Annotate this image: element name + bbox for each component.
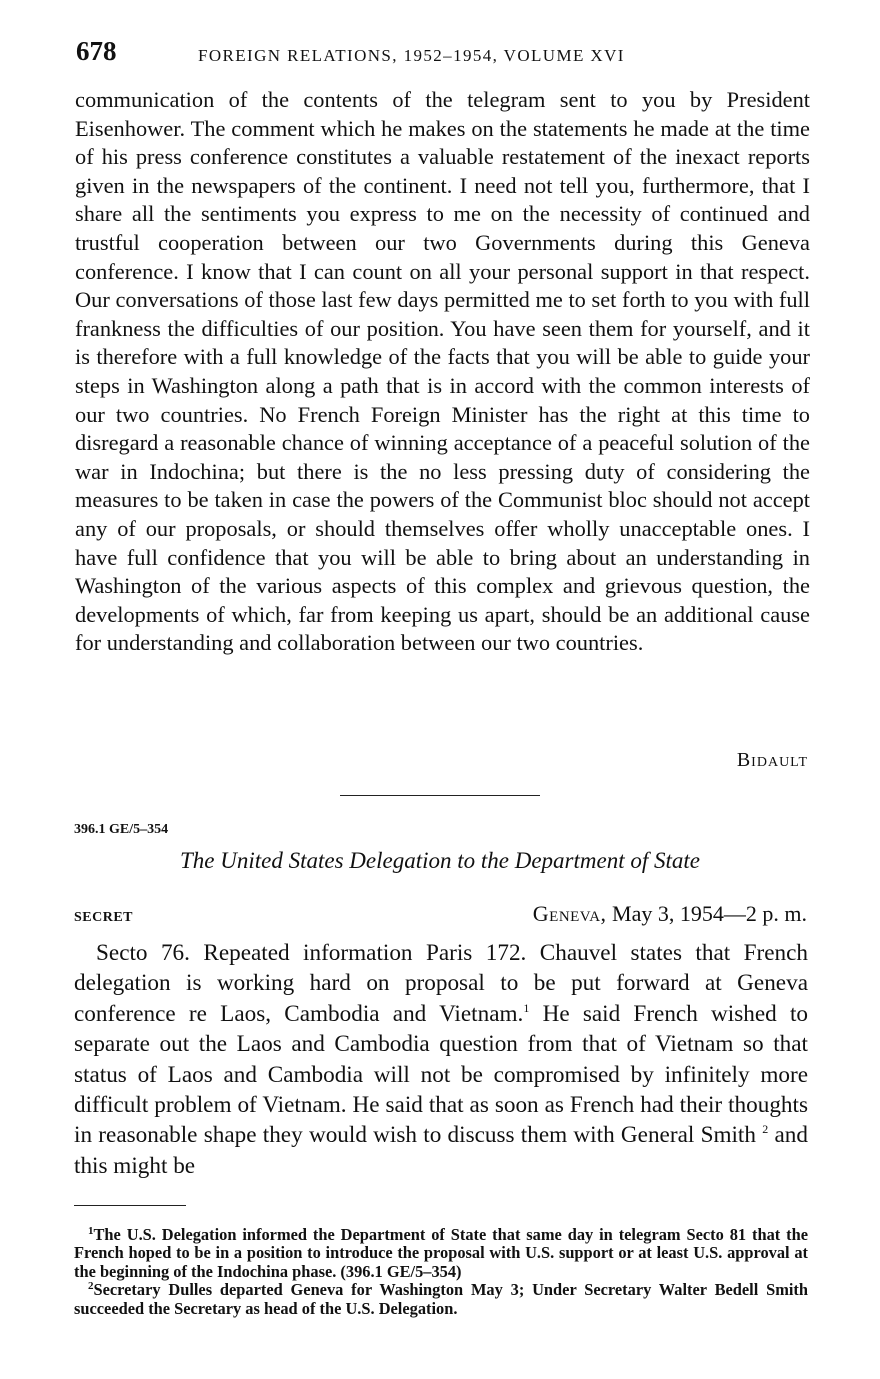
running-head: [76, 36, 816, 70]
footnote-1-text: The U.S. Delegation informed the Department of State that same day in telegram Secto 81 that the French hoped to be in a position to introduce the proposal with U.S. support or at least U.S. approval at the beginning of the Indochina phase. (396.1 GE/5–354): [74, 1225, 808, 1281]
dateline: [533, 901, 807, 927]
telegram-text-part-3: and this might be: [74, 1122, 808, 1179]
footnote-1-marker: 1: [88, 1225, 94, 1237]
classification-label: SECRET: [74, 910, 134, 925]
page-number: 678: [76, 36, 117, 66]
dateline-place: Geneva,: [532, 901, 607, 926]
footnote-ref-2[interactable]: 2: [762, 1122, 769, 1137]
dateline-date: May 3, 1954—2 p. m.: [612, 901, 807, 926]
series-title: FOREIGN RELATIONS, 1952–1954, VOLUME XVI: [198, 46, 625, 65]
document-heading: The United States Delegation to the Department of State: [180, 848, 700, 873]
section-separator: [340, 795, 540, 796]
letter-body: communication of the contents of the telegram sent to you by President Eisenhower. The comment which he makes on the statements he made at the time of his press conference constitutes a valuable restatement of the inexact reports given in the newspapers of the continent. I need not tell you, furthermore, that I share all the sentiments you express to me on the necessity of continued and trustful cooperation between our two Governments during this Geneva conference. I know that I can count on all your personal support in that respect. Our conversations of those last few days permitted me to set forth to you with full frankness the difficulties of our position. You have seen them for yourself, and it is therefore with a full knowledge of the facts that you will be able to guide your steps in Washington along a path that is in accord with the common interests of our two countries. No French Foreign Minister has the right at this time to disregard a reasonable chance of winning acceptance of a peaceful solution of the war in Indochina; but there is the no less pressing duty of considering the measures to be taken in case the powers of the Communist bloc should not accept any of our proposals, or should themselves offer wholly unacceptable ones. I have full confidence that you will be able to bring about an understanding in Washington of the various aspects of this complex and grievous question, the developments of which, far from keeping us apart, should be an additional cause for understanding and collaboration between our two countries.: [75, 87, 810, 656]
footnote-ref-1[interactable]: 1: [523, 1000, 530, 1015]
file-reference: 396.1 GE/5–354: [74, 822, 169, 837]
telegram-body: [74, 938, 808, 1181]
footnote-2-marker: 2: [88, 1280, 94, 1293]
signature: Bidault: [736, 749, 808, 771]
telegram-text-part-1: Secto 76. Repeated information Paris 172. Chauvel states that French delegation is working hard on proposal to be put forward at Geneva conference re Laos, Cambodia and Vietnam.: [74, 940, 808, 1027]
footnote-2: [74, 1281, 808, 1318]
footnote-2-text: Secretary Dulles departed Geneva for Washington May 3; Under Secretary Walter Bedell Smith succeeded the Secretary as head of the U.S. Delegation.: [74, 1280, 808, 1318]
footnote-1: [74, 1226, 808, 1281]
footnotes: [74, 1226, 808, 1318]
footnote-rule: [74, 1205, 186, 1206]
telegram-text-part-2: He said French wished to separate out the Laos and Cambodia question from that of Vietnam so that status of Laos and Cambodia will not be compromised by infinitely more difficult problem of Vietnam. He said that as soon as French had their thoughts in reasonable shape they would wish to discuss them with General Smith: [74, 1000, 808, 1149]
